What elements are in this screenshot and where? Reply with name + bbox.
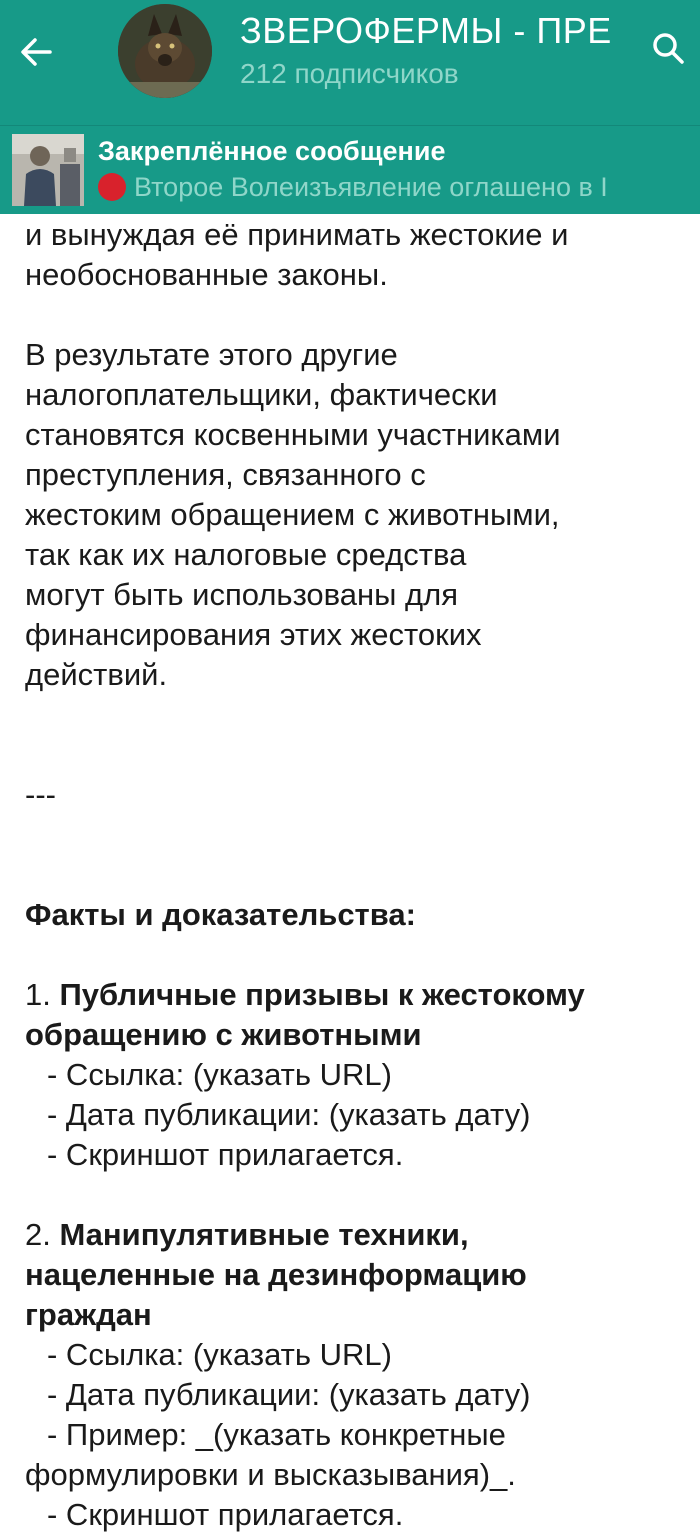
item1-number: 1.	[25, 977, 60, 1012]
separator-text: ---	[25, 777, 56, 812]
subscriber-count: 212 подписчиков	[240, 58, 459, 89]
item2-continuation: формулировки и высказывания)_.	[25, 1457, 516, 1492]
search-icon	[651, 31, 685, 65]
text-line: финансирования этих жестоких	[25, 617, 482, 652]
pinned-message-bar[interactable]	[0, 125, 700, 214]
text-line: жестоким обращением с животными,	[25, 497, 560, 532]
pinned-thumbnail	[12, 134, 84, 206]
item1-title: Публичные призывы к жестокому	[59, 977, 585, 1012]
item2-title-cont: нацеленные на дезинформацию	[25, 1257, 527, 1292]
item2-detail: - Ссылка: (указать URL)	[47, 1337, 392, 1372]
pinned-texts	[98, 134, 700, 210]
item2-detail: - Пример: _(указать конкретные	[47, 1417, 506, 1452]
facts-heading: Факты и доказательства:	[25, 897, 416, 932]
text-line: становятся косвенными участниками	[25, 417, 561, 452]
back-button[interactable]	[6, 22, 66, 82]
item1-detail: - Дата публикации: (указать дату)	[47, 1097, 531, 1132]
item2-detail: - Скриншот прилагается.	[47, 1497, 404, 1532]
channel-avatar[interactable]	[118, 4, 212, 98]
item1-title-cont: обращению с животными	[25, 1017, 422, 1052]
pinned-photo-image	[12, 134, 84, 206]
red-circle-icon	[98, 173, 126, 201]
text-line: могут быть использованы для	[25, 577, 459, 612]
pinned-preview: Второе Волеизъявление оглашено в I	[134, 172, 608, 202]
message-text	[25, 215, 685, 1535]
text-line: и вынуждая её принимать жестокие и	[25, 217, 569, 252]
item2-title: Манипулятивные техники,	[59, 1217, 469, 1252]
search-button[interactable]	[642, 22, 694, 74]
pinned-preview-line	[98, 168, 700, 206]
item2-number: 2.	[25, 1217, 60, 1252]
item2-detail: - Дата публикации: (указать дату)	[47, 1377, 531, 1412]
item1-title-line	[25, 975, 685, 1015]
pinned-label: Закреплённое сообщение	[98, 136, 446, 166]
text-line: действий.	[25, 657, 168, 692]
item2-title-line	[25, 1215, 685, 1255]
item1-detail: - Скриншот прилагается.	[47, 1137, 404, 1172]
text-line: преступления, связанного с	[25, 457, 426, 492]
app-header	[0, 0, 700, 125]
text-line: В результате этого другие	[25, 337, 398, 372]
arrow-left-icon	[16, 32, 56, 72]
channel-title: ЗВЕРОФЕРМЫ - ПРЕ	[240, 10, 612, 51]
item1-detail: - Ссылка: (указать URL)	[47, 1057, 392, 1092]
text-line: налогоплательщики, фактически	[25, 377, 498, 412]
header-titles[interactable]	[240, 6, 635, 116]
text-line: так как их налоговые средства	[25, 537, 467, 572]
item2-title-cont: граждан	[25, 1297, 152, 1332]
text-line: необоснованные законы.	[25, 257, 388, 292]
fox-avatar-image	[118, 4, 212, 98]
